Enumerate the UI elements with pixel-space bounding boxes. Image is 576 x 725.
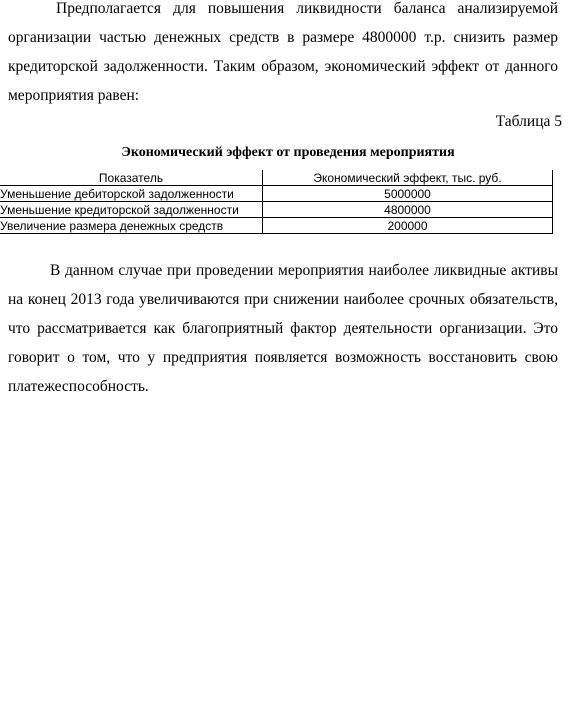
table-header-row	[0, 170, 553, 186]
row-indicator-cell: Уменьшение дебиторской задолженности	[0, 186, 263, 202]
table-row	[0, 218, 553, 234]
row-value-cell: 4800000	[263, 202, 553, 218]
row-value-cell: 5000000	[263, 186, 553, 202]
column-header-indicator: Показатель	[0, 170, 263, 186]
row-value-cell: 200000	[263, 218, 553, 234]
conclusion-paragraph: В данном случае при проведении мероприятия наиболее ликвидные активы на конец 2013 года увеличиваются при снижении наиболее срочных обязательств, что рассматривается как благоприятный фактор деятельности организации. Это говорит о том, что у предприятия появляется возможность восстановить свою платежеспособность.	[8, 262, 558, 395]
column-header-effect: Экономический эффект, тыс. руб.	[263, 170, 553, 186]
table-row	[0, 202, 553, 218]
economic-effect-table	[0, 170, 553, 234]
row-indicator-cell: Уменьшение кредиторской задолженности	[0, 202, 263, 218]
table-row	[0, 186, 553, 202]
intro-paragraph: Предполагается для повышения ликвидности баланса анализируемой организации частью денежных средств в размере 4800000 т.р. снизить размер кредиторской задолженности. Таким образом, экономический эффект от данного мероприятия равен:	[8, 0, 558, 104]
table-title: Экономический эффект от проведения мероприятия	[121, 145, 455, 160]
row-indicator-cell: Увеличение размера денежных средств	[0, 218, 263, 234]
table-number-label: Таблица 5	[495, 113, 562, 130]
